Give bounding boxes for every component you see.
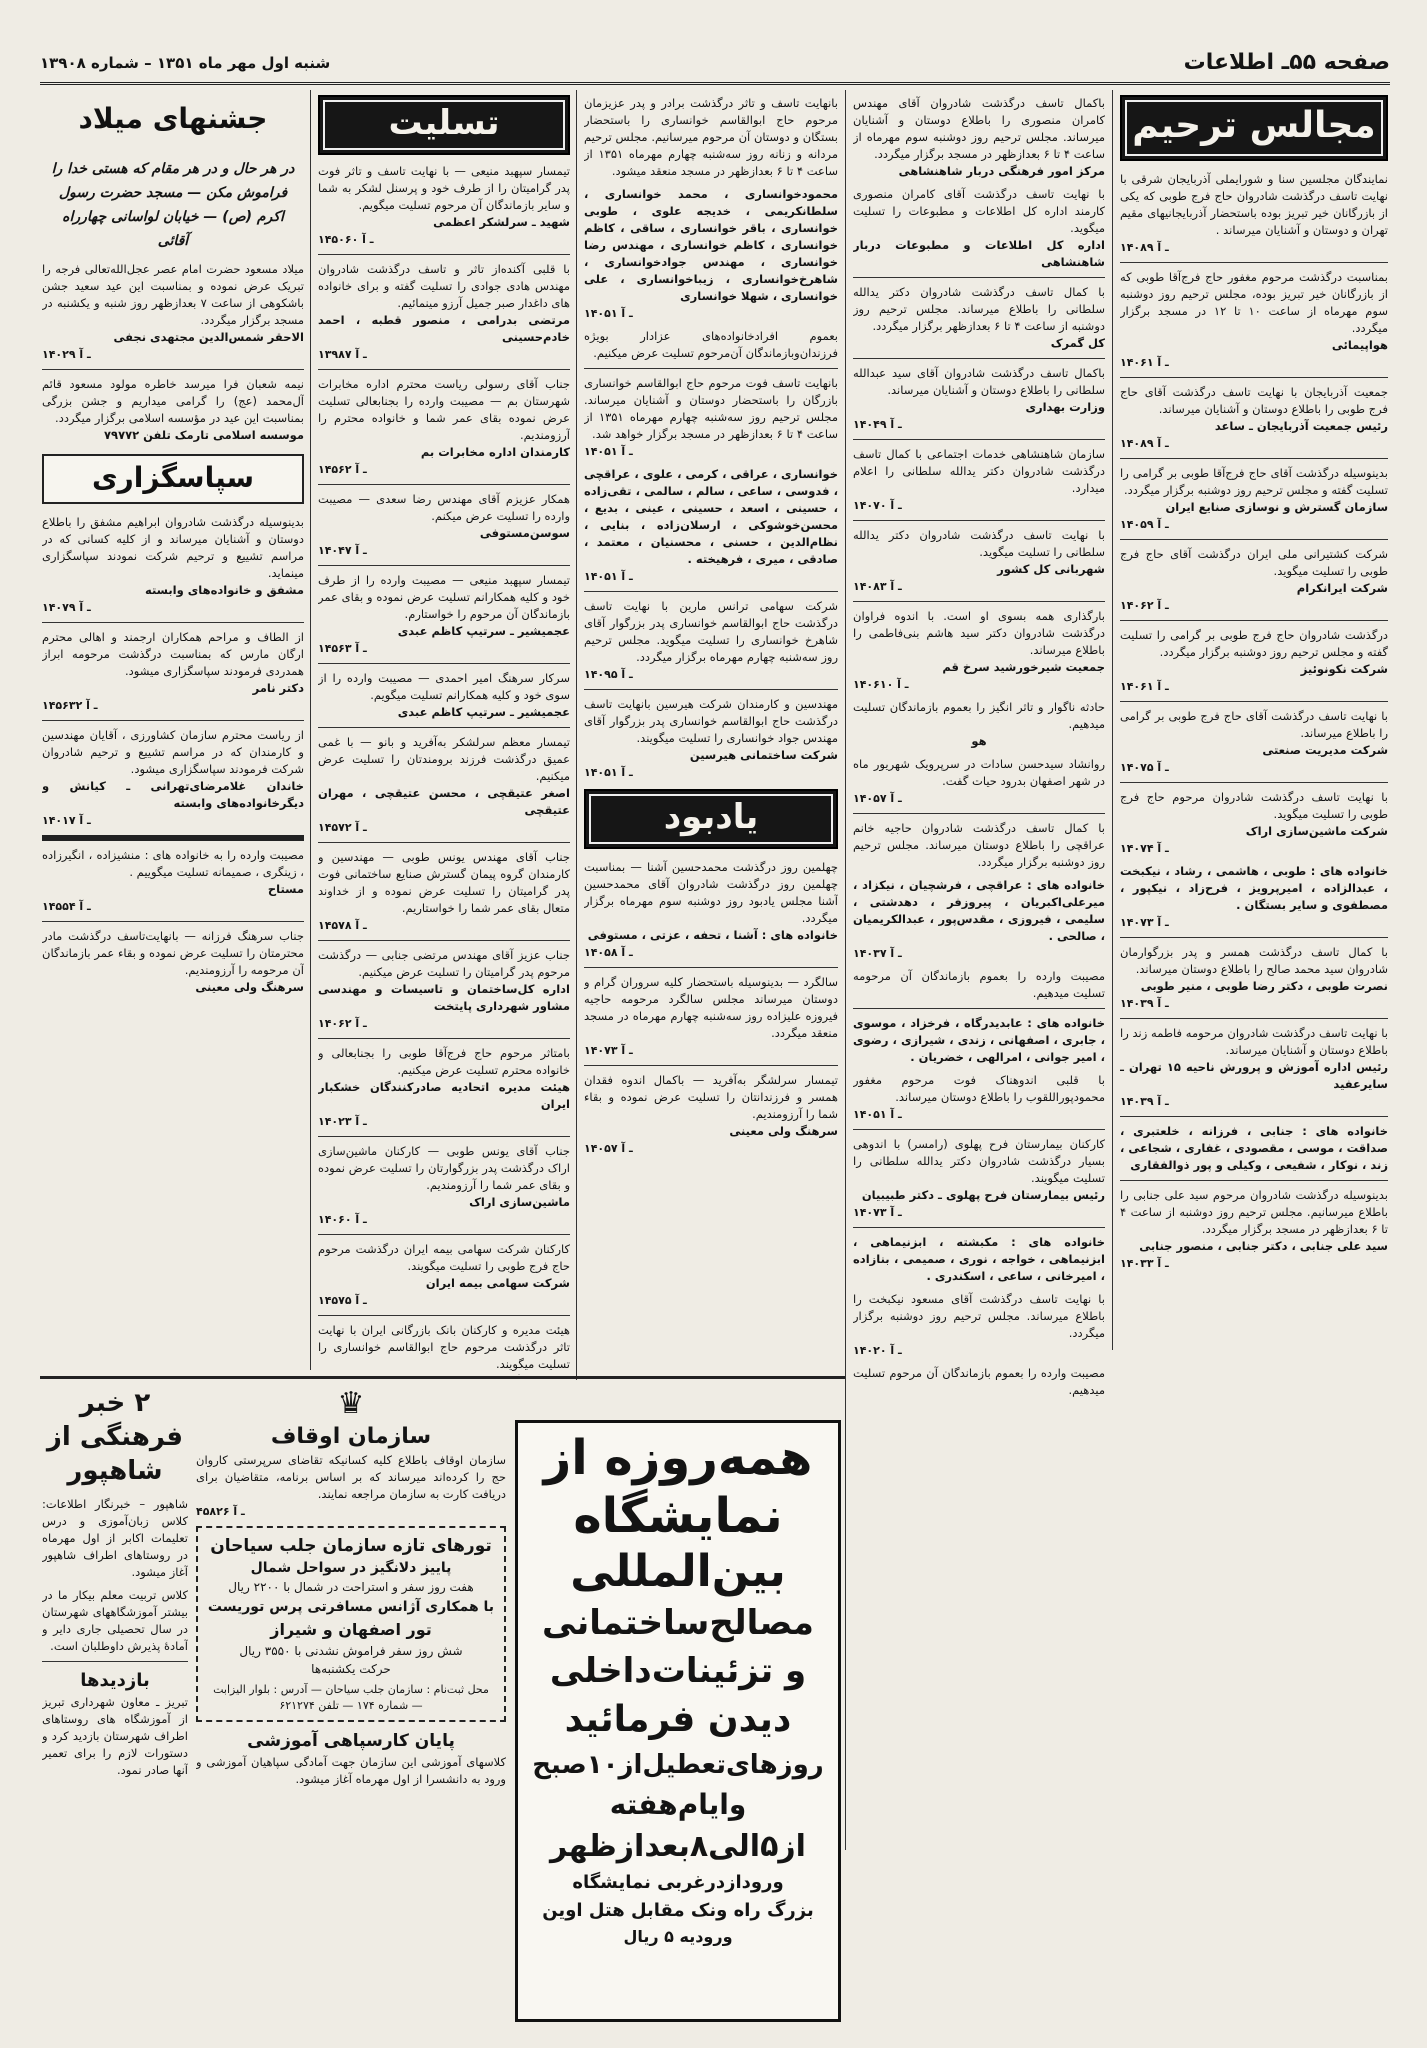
notice: بعموم افرادخانواده‌های عزادار بویژه فرزندان‌وبازماندگان آن‌مرحوم تسلیت عرض میکنیم. [584, 329, 838, 360]
news-body: شاهپور – خبرنگار اطلاعات: کلاس زبان‌آموزی و درس تعلیمات اکابر از اول مهرماه در روستاهای اطراف شاهپور آغاز میشود. [42, 1497, 188, 1579]
notice: نمایندگان مجلسین سنا و شورایملی آذربایجان شرقی با نهایت تاسف درگذشت شادروان حاج فرج طوبی که یکی از بازرگانان خیر تبریز بوده باستحضار آذربایجانیهای مقیم تهران و دوستان و آشنایان میرساند . ۱۴۰۸۹ ـ آ [1120, 172, 1388, 254]
notice: مصیبت وارده را بعموم بازماندگان آن مرحومه تسلیت میدهیم. [853, 969, 1105, 1000]
expo-line: و تزئینات‌داخلی [549, 1651, 807, 1691]
notice: خانواده های : عراقچی ، فرشچیان ، نیکزاد ، میرعلی‌اکبریان ، پیروزفر ، دهدشتی ، سلیمی ، فیروزی ، مقدس‌پور ، عبدالکریمیان ، صالحی . ۱۴۰۳۷ ـ آ [853, 878, 1105, 960]
tour-ad [196, 1526, 506, 1722]
notice: بدینوسیله درگذشت شادروان ابراهیم مشفق را باطلاع دوستان و آشنایان میرساند و از کلیه کسانی که در مراسم تشییع و ترحیم شرکت نمودند سپاسگزاری مینماید. مشفق و خانواده‌های وابسته ۱۴۰۷۹ ـ آ [42, 515, 304, 614]
notice: با کمال تاسف درگذشت شادروان حاجیه خانم عراقچی را باطلاع دوستان میرساند. مجلس ترحیم روز دوشنبه برگزار میگردد. [853, 821, 1105, 869]
notice: با نهایت تاسف درگذشت آقای حاج فرج طوبی بر گرامی را باطلاع میرساند. شرکت مدیریت صنعتی ۱۴۰۷۵ ـ آ [1120, 709, 1388, 774]
column-taslit [318, 95, 570, 1375]
notice: شرکت کشتیرانی ملی ایران درگذشت آقای حاج فرج طوبی را تسلیت میگوید. شرکت ایرانکرام ۱۴۰۶۲ ـ آ [1120, 547, 1388, 612]
notice: شرکت سهامی ترانس مارین با نهایت تاسف درگذشت حاج ابوالقاسم خوانساری پدر بزرگوار آقای شاهرخ خوانساری را تسلیت میگوید. مجلس ترحیم روز سه‌شنبه چهارم مهرماه برگزار میگردد. ۱۴۰۹۵ ـ آ [584, 599, 838, 681]
notice: سازمان شاهنشاهی خدمات اجتماعی با کمال تاسف درگذشت شادروان دکتر یدالله سلطانی را اعلام میدارد. ۱۴۰۷۰ ـ آ [853, 447, 1105, 512]
notice: با کمال تاسف درگذشت شادروان دکتر یدالله سلطانی را باطلاع میرساند. مجلس ترحیم روز دوشنبه از ساعت ۴ تا ۶ بعدازظهر برگزار میگردد. کل گمرک [853, 285, 1105, 350]
notice: کارکنان بیمارستان فرح پهلوی (رامسر) با اندوهی بسیار درگذشت شادروان دکتر یدالله سلطانی را تسلیت میگویند. رئیس بیمارستان فرح پهلوی ـ دکتر طبیبیان ۱۴۰۷۳ ـ آ [853, 1137, 1105, 1219]
notice: با نهایت تاسف درگذشت شادروان مرحومه فاطمه زند را باطلاع دوستان و آشنایان میرساند. رئیس اداره آموزش و پرورش ناحیه ۱۵ تهران ـ سایرعفید ۱۴۰۳۹ ـ آ [1120, 1026, 1388, 1108]
expo-line: مصالح‌ساختمانی [542, 1603, 814, 1643]
notice: بمناسبت درگذشت مرحوم مغفور حاج فرج‌آقا طوبی که از بازرگانان خیر تبریز بوده، مجلس ترحیم روز دوشنبه سوم مهرماه از ساعت ۱۰ تا ۱۲ در مسجد برگزار میگردد. هواپیمائی ۱۴۰۶۱ ـ آ [1120, 270, 1388, 369]
expo-line: بین‌المللی [570, 1546, 786, 1597]
section-banner-yadbood: یادبود [584, 789, 838, 849]
tour-line: پاییز دلانگیز در سواحل شمال [250, 1560, 452, 1576]
amoozesh-title: پایان کارسپاهی آموزشی [247, 1731, 455, 1751]
notice: بانهایت تاسف فوت مرحوم حاج ابوالقاسم خوانساری بازرگان را باستحضار دوستان و آشنایان میرساند. مجلس ترحیم روز سه‌شنبه چهارم مهرماه ۱۳۵۱ از ساعت ۴ تا ۶ بعدازظهر در مسجد برگزار خواهد شد. ۱۴۰۵۱ ـ آ [584, 376, 838, 458]
column-rule [845, 90, 846, 1850]
page-label: صفحه ۵۵ـ اطلاعات [1183, 50, 1390, 75]
expo-line: وایام‌هفته [609, 1788, 747, 1821]
notice: تیمسار سرلشگر به‌آفرید — باکمال اندوه فقدان همسر و فرزندانتان را تسلیت عرض نموده و بقاء شما را آرزومندیم. سرهنگ ولی معینی ۱۴۰۵۷ ـ آ [584, 1073, 838, 1155]
section-banner-taslit: تسلیت [318, 95, 570, 155]
section-banner-sepasgozari: سپاسگزاری [42, 454, 304, 504]
notice: خانواده های : جنابی ، فرزانه ، خلعتبری ، صداقت ، موسی ، مقصودی ، غفاری ، شجاعی ، زند ، نوکار ، شفیعی ، وکیلی و پور ذوالفقاری [1120, 1124, 1388, 1172]
tour-line: با همکاری آژانس مسافرتی پرس توریست [207, 1599, 495, 1615]
emblem-icon: ♛ [337, 1386, 365, 1421]
notice: جناب عزیز آقای مهندس مرتضی جنابی — درگذشت مرحوم پدر گرامیتان را تسلیت عرض میکنیم. اداره کل‌ساختمان و تاسیسات و مهندسی مشاور شهرداری پایتخت ۱۴۰۶۲ ـ آ [318, 948, 570, 1030]
bazdidha-body: تبریز ـ معاون شهرداری تبریز از آموزشگاه های روستاهای اطراف شهرستان بازدید کرد و دستورات لازم را برای تعمیر آنها صادر نمود. [42, 1695, 188, 1777]
notice: باکمال تاسف درگذشت شادروان آقای سید عبدالله سلطانی را باطلاع دوستان و آشنایان میرساند. وزارت بهداری ۱۴۰۴۹ ـ آ [853, 366, 1105, 431]
expo-line: همه‌روزه از [543, 1430, 813, 1486]
owqaf-notice: سازمان اوقاف باطلاع کلیه کسانیکه تقاضای سرپرستی کاروان حج را کرده‌اند میرساند که بر اساس برنامه، متقاضیان برای دریافت کارت به سازمان مراجعه نمایند. ۴۵۸۲۶ ـ آ [196, 1453, 506, 1518]
expo-line: ورودیه ۵ ریال [623, 1927, 733, 1946]
notice: باکمال تاسف درگذشت شادروان آقای مهندس کامران منصوری را باطلاع دوستان و آشنایان میرساند. مجلس ترحیم روز دوشنبه سوم مهرماه از ساعت ۴ تا ۶ بعدازظهر در مسجد برگزار میگردد. مرکز امور فرهنگی دربار شاهنشاهی [853, 96, 1105, 178]
amoozesh-notice: کلاسهای آموزشی این سازمان جهت آمادگی سپاهیان آموزشی و ورود به دانشسرا از اول مهرماه آغاز میشود. [196, 1755, 506, 1786]
notice: همکار عزیزم آقای مهندس رضا سعدی — مصیبت وارده را تسلیت عرض میکنم. سوسن‌مستوفی ۱۴۰۴۷ ـ آ [318, 492, 570, 557]
notice: بدینوسیله درگذشت شادروان مرحوم سید علی جنابی را باطلاع میرسانیم. مجلس ترحیم روز دوشنبه از ساعت ۴ تا ۶ بعدازظهر در مسجد برگزار میگردد. سید علی جنابی ، دکتر جنابی ، منصور جنابی ۱۴۰۳۳ ـ آ [1120, 1188, 1388, 1270]
notice: با نهایت تاسف درگذشت آقای کامران منصوری کارمند اداره کل اطلاعات و مطبوعات را تسلیت میگوید. اداره کل اطلاعات و مطبوعات دربار شاهنشاهی [853, 187, 1105, 269]
tour-line: هفت روز سفر و استراحت در شمال با ۲۲۰۰ ریال [228, 1580, 474, 1594]
column-rule [310, 90, 311, 1370]
notice: سالگرد — بدینوسیله باستحضار کلیه سروران گرام و دوستان میرساند مجلس سالگرد مرحومه حاجیه فیروزه علیزاده روز سه‌شنبه چهارم مهرماه در مسجد منعقد میگردد. ۱۴۰۷۳ ـ آ [584, 975, 838, 1057]
notice: مصیبت وارده را بعموم بازماندگان آن مرحوم تسلیت میدهیم. [853, 1366, 1105, 1397]
news-column [42, 1386, 188, 2006]
tour-line: تور اصفهان و شیراز [270, 1620, 432, 1639]
owqaf-and-tours [196, 1386, 506, 2006]
notice: میلاد مسعود حضرت امام عصر عجل‌الله‌تعالی فرجه را تبریک عرض نموده و بمناسبت این عید سعید جشن باشکوهی از ساعت ۷ بعدازظهر روز شنبه و یکشنبه در مسجد برگزار میگردد. الاحقر شمس‌الدین مجتهدی نجفی ۱۴۰۲۹ ـ آ [42, 262, 304, 361]
notice: خوانساری ، عراقی ، کرمی ، علوی ، عراقچی ، فدوسی ، ساعی ، سالم ، سالمی ، تقی‌زاده ، حسینی ، اسعد ، حسینی ، عینی ، بدیع ، محسن‌خوشوکی ، ارسلان‌زاده ، بنایی ، نظام‌الدین ، حسنی ، محسنیان ، معتمد ، صادقی ، میری ، فرهیخته . ۱۴۰۵۱ ـ آ [584, 467, 838, 583]
notice: با قلبی آکنده‌از تاثر و تاسف درگذشت شادروان مهندس هادی جوادی را تسلیت گفته و برای خانواده های داغدار صبر جمیل آرزو مینمائیم. مرتضی بدرامی ، منصور قطبه ، احمد خادم‌حسینی ۱۳۹۸۷ ـ آ [318, 262, 570, 361]
notice: محمودخوانساری ، محمد خوانساری ، سلطانکریمی ، خدیجه علوی ، طوبی خوانساری ، باقر خوانساری ، ساقی ، کاظم خوانساری ، کاظم خوانساری ، مهندس رضا خوانساری ، مهندس جوادخوانساری ، شاهرخ‌خوانساری ، زیباخوانساری ، علی خوانساری ، شهلا خوانساری ۱۴۰۵۱ ـ آ [584, 187, 838, 320]
column-3 [584, 95, 838, 1375]
owqaf-title: سازمان اوقاف [270, 1424, 432, 1449]
notice: با قلبی اندوهناک فوت مرحوم مغفور محمودپوراللقوب را باطلاع دوستان میرساند. ۱۴۰۵۱ ـ آ [853, 1073, 1105, 1121]
expo-line: نمایشگاه [573, 1488, 783, 1544]
news-title: ۲ خبر فرهنگی از شاهپور [46, 1388, 184, 1486]
notice: جمعیت آذربایجان با نهایت تاسف درگذشت آقای حاج فرج طوبی را باطلاع دوستان و آشنایان میرساند. رئیس جمعیت آذربایجان ـ ساعد ۱۴۰۸۹ ـ آ [1120, 385, 1388, 450]
notice: از ریاست محترم سازمان کشاورزی ، آقایان مهندسین و کارمندان که در مراسم تشییع و ترحیم شادروان شرکت فرمودند سپاسگزاری میشود. خاندان غلامرضای‌تهرانی ـ کیانش و دیگرخانواده‌های وابسته ۱۴۰۱۷ ـ آ [42, 728, 304, 827]
notice: با نهایت تاسف درگذشت آقای مسعود نیکبخت را باطلاع میرساند. مجلس ترحیم روز دوشنبه برگزار میگردد. ۱۴۰۲۰ ـ آ [853, 1292, 1105, 1357]
notice: خانواده های : عابدیدرگاه ، فرخزاد ، موسوی ، جابری ، اصفهانی ، زندی ، شیرازی ، رضوی ، امیر جوانی ، امرالهی ، خضریان . [853, 1016, 1105, 1064]
notice: سرکار سرهنگ امیر احمدی — مصیبت وارده را از سوی خود و کلیه همکارانم تسلیت میگویم. عجمیشیر ـ سرتیپ کاظم عبدی [318, 671, 570, 719]
tour-line: شش روز سفر فراموش نشدنی با ۳۵۵۰ ریال [239, 1644, 463, 1658]
notice: تیمسار معظم سرلشکر به‌آفرید و بانو — با غمی عمیق درگذشت فرزند برومندتان را تسلیت عرض میکنیم. اصغر عتیقچی ، محسن عتیقچی ، مهران عتیقچی ۱۴۵۷۲ ـ آ [318, 735, 570, 834]
notice: روانشاد سیدحسن سادات در سرپرویک شهریور ماه در شهر اصفهان بدرود حیات گفت. ۱۴۰۵۷ ـ آ [853, 757, 1105, 805]
expo-line: بزرگ راه ونک مقابل هتل اوین [542, 1900, 814, 1921]
section-rule [40, 1376, 845, 1379]
column-milad-sepas [42, 95, 304, 1370]
notice: مصیبت وارده را به خانواده های : منشیزاده ، انگیرزاده ، زینگری ، صمیمانه تسلیت میگوییم . مستاح ۱۴۵۵۴ ـ آ [42, 848, 304, 913]
column-2 [853, 95, 1105, 2005]
column-rule [576, 90, 577, 1380]
notice: تیمسار سپهبد منیعی — با نهایت تاسف و تاثر فوت پدر گرامیتان را از طرف خود و پرسنل لشکر به شما و سایر بازماندگان آن مرحوم تسلیت میگویم. شهید ـ سرلشکر اعظمی ۱۴۵۰۶۰ ـ آ [318, 164, 570, 246]
notice: با نهایت تاسف درگذشت شادروان مرحوم حاج فرج طوبی را تسلیت میگوید. شرکت ماشین‌سازی اراک ۱۴۰۷۴ ـ آ [1120, 790, 1388, 855]
notice: جناب سرهنگ فرزانه — بانهایت‌تاسف درگذشت مادر محترمتان را تسلیت عرض نموده و بقاء عمر بازماندگان آن مرحومه را آرزومندیم. سرهنگ ولی معینی [42, 929, 304, 994]
notice: خانواده های : طوبی ، هاشمی ، رشاد ، نیکبخت ، عبدالزاده ، امیرپرویز ، فرح‌زاد ، نیکپور ، مصطفوی و سایر بستگان . ۱۴۰۷۳ ـ آ [1120, 864, 1388, 929]
section-title-jashnhaye-milad: جشنهای میلاد [78, 102, 268, 135]
tour-line: حرکت یکشنبه‌ها [311, 1662, 391, 1676]
expo-line: از۵الی۸بعدازظهر [550, 1829, 806, 1864]
notice: حادثه ناگوار و تاثر انگیز را بعموم بازماندگان تسلیت میدهیم. هو [853, 700, 1105, 748]
bazdidha-title: بازدیدها [80, 1670, 150, 1691]
notice: جناب آقای یونس طوبی — کارکنان ماشین‌سازی اراک درگذشت پدر بزرگوارتان را تسلیت عرض نموده و بقای عمر شما را آرزومندیم. ماشین‌سازی اراک ۱۴۰۶۰ ـ آ [318, 1144, 570, 1226]
expo-line: دیدن فرمائید [564, 1699, 792, 1740]
milad-calligraphy: در هر حال و در هر مقام که هستی خدا را فراموش مکن — مسجد حضرت رسول اکرم (ص) — خیابان لواسانی چهارراه آقائی [51, 161, 295, 249]
notice: با کمال تاسف درگذشت همسر و پدر بزرگوارمان شادروان سید محمد صالح را باطلاع دوستان میرساند. نصرت طوبی ، دکتر رضا طوبی ، منیر طوبی ۱۴۰۳۹ ـ آ [1120, 945, 1388, 1010]
notice: جناب آقای مهندس یونس طوبی — مهندسین و کارمندان گروه پیمان گسترش صنایع ساختمانی فوت پدر گرامیتان را تسلیت عرض نموده و از خداوند متعال بقای عمر شما را خواستاریم. ۱۴۵۷۸ ـ آ [318, 850, 570, 932]
notice: با نهایت تاسف درگذشت شادروان دکتر یدالله سلطانی را تسلیت میگوید. شهربانی کل کشور ۱۴۰۸۳ ـ آ [853, 528, 1105, 593]
notice: بامتاثر مرحوم حاج فرج‌آقا طوبی را بجنابعالی و خانواده محترم تسلیت عرض میکنیم. هیئت مدیره اتحادیه صادرکنندگان خشکبار ایران ۱۴۰۲۳ ـ آ [318, 1046, 570, 1128]
notice: جناب آقای رسولی ریاست محترم اداره مخابرات شهرستان بم — مصیبت وارده را بجنابعالی تسلیت عرض نموده بقای عمر شما و خانواده محترم را آرزومندیم. کارمندان اداره مخابرات بم ۱۴۵۶۲ ـ آ [318, 377, 570, 476]
notice: خانواده های : مکبشته ، ابزنیماهی ، ابزنیماهی ، خواجه ، نوری ، صمیمی ، بنازاده ، امیرخانی ، ساعی ، اسکندری . [853, 1235, 1105, 1283]
notice: نیمه شعبان فرا میرسد خاطره مولود مسعود قائم آل‌محمد (عج) را گرامی میداریم و جشن بزرگی بمناسبت این عید در مؤسسه اسلامی برگزار میگردد. موسسه اسلامی تارمک تلفن ۷۹۷۷۲ [42, 377, 304, 442]
notice: بانهایت تاسف و تاثر درگذشت برادر و پدر عزیزمان مرحوم حاج ابوالقاسم خوانساری را باستحضار بستگان و دوستان آن مرحوم میرسانیم. مجلس ترحیم مردانه و زنانه روز سه‌شنبه چهارم مهرماه ۱۳۵۱ از ساعت ۴ تا ۶ بعدازظهر در مسجد منعقد میشود. [584, 96, 838, 178]
notice: تیمسار سپهبد منیعی — مصیبت وارده را از طرف خود و کلیه همکارانم تسلیت عرض نموده و بقای عمر بازماندگان آن مرحوم را خواستارم. عجمیشیر ـ سرتیپ کاظم عبدی ۱۴۵۶۳ ـ آ [318, 573, 570, 655]
notice: کارکنان شرکت سهامی بیمه ایران درگذشت مرحوم حاج فرج طوبی را تسلیت میگویند. شرکت سهامی بیمه ایران ۱۴۵۷۵ ـ آ [318, 1242, 570, 1307]
notice: بدینوسیله درگذشت آقای حاج فرج‌آقا طوبی بر گرامی را تسلیت گفته و مجلس ترحیم روز دوشنبه برگزار میگردد. سازمان گسترش و نوسازی صنایع ایران ۱۴۰۵۹ ـ آ [1120, 466, 1388, 531]
column-rule [1112, 90, 1113, 1350]
notice: چهلمین روز درگذشت محمدحسین آشنا — بمناسبت چهلمین روز درگذشت شادروان آقای محمدحسین آشنا مجلس یادبود روز دوشنبه سوم مهرماه برگزار میگردد. خانواده های : آشنا ، تحفه ، عزتی ، مستوفی ۱۴۰۵۸ ـ آ [584, 860, 838, 959]
column-majales-tarhim [1120, 95, 1388, 2005]
notice: بارگذاری همه بسوی او است. با اندوه فراوان درگذشت شادروان دکتر سید هاشم بنی‌فاطمی را باطلاع میرساند. جمعیت شیرخورشید سرخ قم ۱۴۰۶۱۰ ـ آ [853, 609, 1105, 691]
expo-line: روزهای‌تعطیل‌از۱۰صبح [532, 1750, 824, 1780]
tour-title: تورهای تازه سازمان جلب سیاحان [210, 1536, 492, 1556]
expo-advertisement [515, 1420, 841, 2022]
notice: مهندسین و کارمندان شرکت هیرسین بانهایت تاسف درگذشت حاج ابوالقاسم خوانساری پدر بزرگوار آقای مهندس جواد خوانساری را تسلیت میگویند. شرکت ساختمانی هیرسین ۱۴۰۵۱ ـ آ [584, 697, 838, 779]
notice: هیئت مدیره و کارکنان بانک بازرگانی ایران با نهایت تاثر درگذشت مرحوم حاج ابوالقاسم خوانساری را تسلیت میگویند. [318, 1323, 570, 1371]
issue-date: شنبه اول مهر ماه ۱۳۵۱ – شماره ۱۳۹۰۸ [40, 54, 331, 72]
notice: درگذشت شادروان حاج فرج طوبی بر گرامی را تسلیت گفته و مجلس ترحیم روز دوشنبه برگزار میگردد. شرکت نکونوئیز ۱۴۰۶۱ ـ آ [1120, 628, 1388, 693]
tour-address: محل ثبت‌نام : سازمان جلب سیاحان — آدرس : بلوار الیزابت — شماره ۱۷۴ — تلفن ۶۲۱۲۷۴ [213, 1683, 489, 1712]
page-header [40, 46, 1390, 85]
section-banner-majales-tarhim: مجالس ترحیم [1120, 95, 1388, 161]
expo-line: ورود‌از‌درغربی نمایشگاه [572, 1872, 784, 1893]
notice: از الطاف و مراحم همکاران ارجمند و اهالی محترم ارگان مارس که بمناسبت درگذشت مرحومه ابراز همدردی فرمودند سپاسگزاری میشود. دکتر نامر ۱۴۵۶۳۲ ـ آ [42, 630, 304, 712]
news-body: کلاس تربیت معلم بیکار ما در بیشتر آموزشگاههای شهرستان در سال تحصیلی جاری دایر و آمادهٔ پذیرش داوطلبان است. [42, 1588, 188, 1653]
